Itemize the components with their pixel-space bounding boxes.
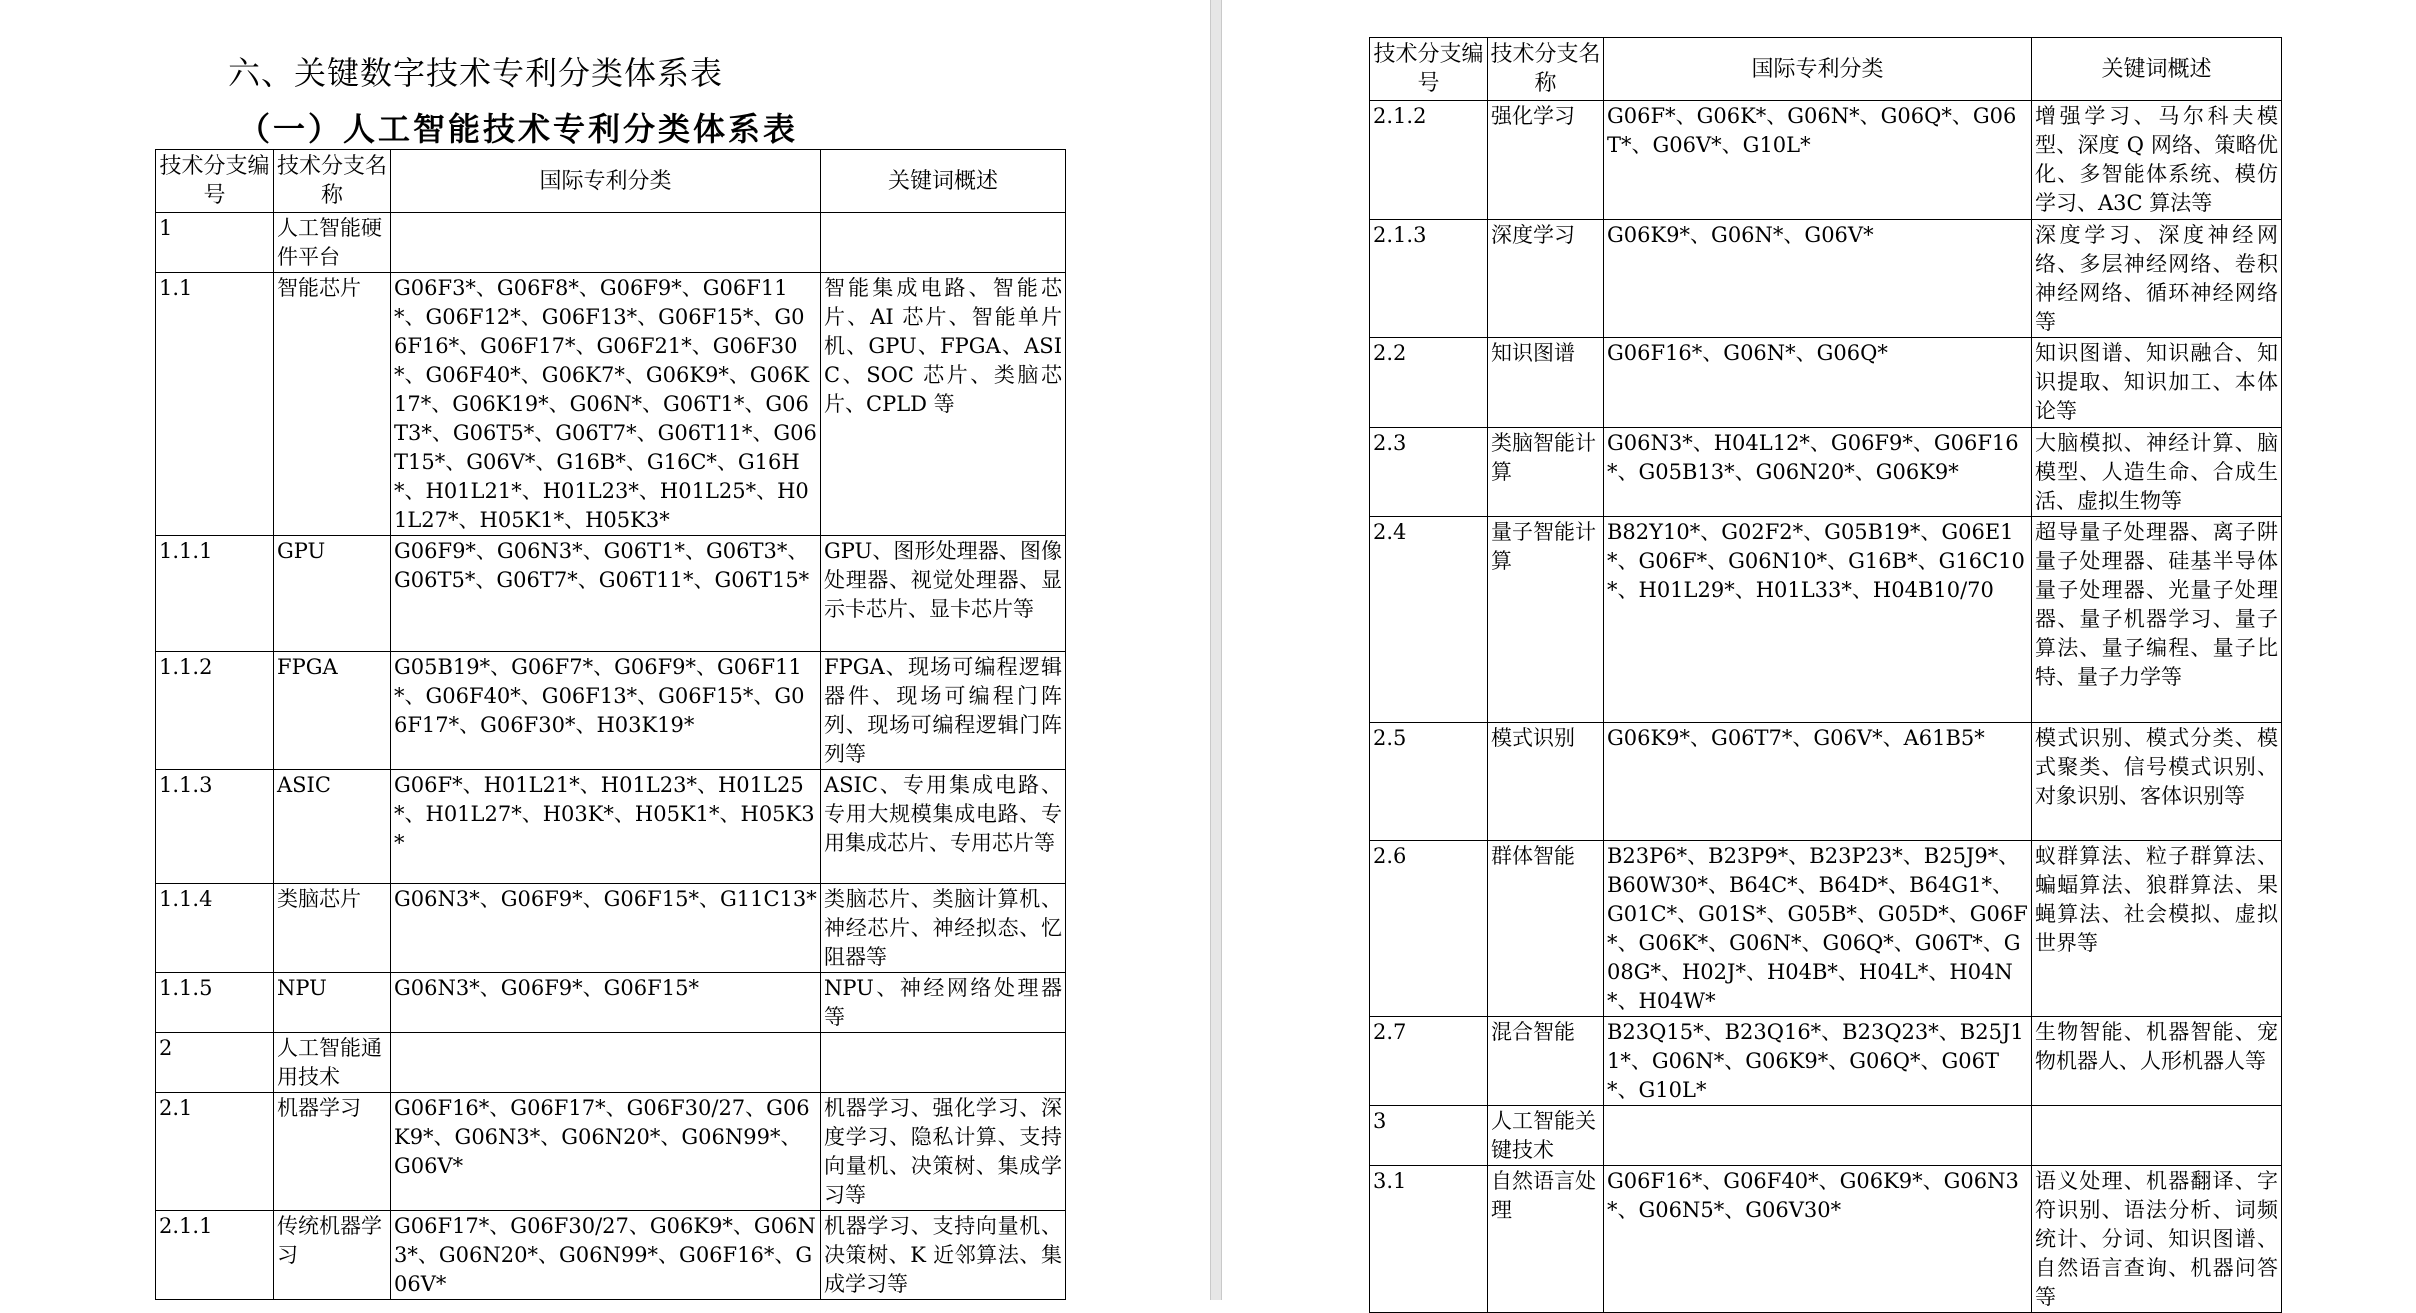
table-row <box>156 652 1066 770</box>
keywords <box>2032 1106 2282 1166</box>
header-branch-number: 技术分支编号 <box>156 150 274 213</box>
branch-number: 1 <box>156 213 274 273</box>
table-header <box>156 150 1066 213</box>
table-row <box>1370 220 2282 338</box>
branch-name: 混合智能 <box>1488 1017 1604 1106</box>
branch-name: 深度学习 <box>1488 220 1604 338</box>
table-row <box>156 1033 1066 1093</box>
header-ipc: 国际专利分类 <box>1604 38 2032 101</box>
header-keywords: 关键词概述 <box>2032 38 2282 101</box>
branch-number: 1.1.2 <box>156 652 274 770</box>
ipc-codes: G06F*、G06K*、G06N*、G06Q*、G06T*、G06V*、G10L* <box>1604 101 2032 220</box>
keywords: 生物智能、机器智能、宠物机器人、人形机器人等 <box>2032 1017 2282 1106</box>
ipc-codes: G06F16*、G06F40*、G06K9*、G06N3*、G06N5*、G06V30* <box>1604 1166 2032 1313</box>
branch-name: 类脑芯片 <box>274 884 391 973</box>
branch-name: GPU <box>274 536 391 652</box>
branch-number: 1.1.1 <box>156 536 274 652</box>
table-row <box>156 1211 1066 1300</box>
table-row <box>1370 723 2282 841</box>
branch-number: 2.5 <box>1370 723 1488 841</box>
branch-name: 人工智能关键技术 <box>1488 1106 1604 1166</box>
branch-number: 1.1.5 <box>156 973 274 1033</box>
ipc-codes: G06N3*、G06F9*、G06F15* <box>391 973 821 1033</box>
ipc-codes: G06N3*、G06F9*、G06F15*、G11C13* <box>391 884 821 973</box>
header-branch-name: 技术分支名称 <box>1488 38 1604 101</box>
document-page-left <box>0 0 1210 1300</box>
document-page-right <box>1222 0 2416 1309</box>
branch-number: 2.6 <box>1370 841 1488 1017</box>
branch-name: 模式识别 <box>1488 723 1604 841</box>
keywords: GPU、图形处理器、图像处理器、视觉处理器、显示卡芯片、显卡芯片等 <box>821 536 1066 652</box>
branch-number: 3.1 <box>1370 1166 1488 1313</box>
branch-number: 2.7 <box>1370 1017 1488 1106</box>
section-heading: 六、关键数字技术专利分类体系表 <box>228 54 724 92</box>
table-row <box>1370 338 2282 428</box>
branch-number: 1.1 <box>156 273 274 536</box>
keywords: 智能集成电路、智能芯片、AI 芯片、智能单片机、GPU、FPGA、ASIC、SOC 芯片、类脑芯片、CPLD 等 <box>821 273 1066 536</box>
table-row <box>156 1093 1066 1211</box>
branch-name: NPU <box>274 973 391 1033</box>
branch-number: 2.4 <box>1370 517 1488 723</box>
branch-number: 2.1.2 <box>1370 101 1488 220</box>
header-ipc: 国际专利分类 <box>391 150 821 213</box>
table-row <box>156 273 1066 536</box>
keywords <box>821 213 1066 273</box>
keywords: 深度学习、深度神经网络、多层神经网络、卷积神经网络、循环神经网络等 <box>2032 220 2282 338</box>
branch-number: 2.1.3 <box>1370 220 1488 338</box>
ipc-codes <box>1604 1106 2032 1166</box>
ipc-codes: G06F16*、G06F17*、G06F30/27、G06K9*、G06N3*、G06N20*、G06N99*、G06V* <box>391 1093 821 1211</box>
table-row <box>156 884 1066 973</box>
branch-number: 2 <box>156 1033 274 1093</box>
table-row <box>1370 1106 2282 1166</box>
ipc-codes: G05B19*、G06F7*、G06F9*、G06F11*、G06F40*、G06F13*、G06F15*、G06F17*、G06F30*、H03K19* <box>391 652 821 770</box>
table-row <box>156 213 1066 273</box>
branch-name: 知识图谱 <box>1488 338 1604 428</box>
header-keywords: 关键词概述 <box>821 150 1066 213</box>
keywords: 语义处理、机器翻译、字符识别、语法分析、词频统计、分词、知识图谱、自然语言查询、机器问答等 <box>2032 1166 2282 1313</box>
keywords: 大脑模拟、神经计算、脑模型、人造生命、合成生活、虚拟生物等 <box>2032 428 2282 517</box>
table-row <box>1370 1017 2282 1106</box>
patent-classification-table-left <box>155 149 1066 1300</box>
branch-number: 2.1 <box>156 1093 274 1211</box>
branch-number: 1.1.3 <box>156 770 274 884</box>
table-row <box>156 973 1066 1033</box>
table-title: （一）人工智能技术专利分类体系表 <box>238 110 799 148</box>
keywords: NPU、神经网络处理器等 <box>821 973 1066 1033</box>
branch-number: 1.1.4 <box>156 884 274 973</box>
ipc-codes: G06F*、H01L21*、H01L23*、H01L25*、H01L27*、H03K*、H05K1*、H05K3* <box>391 770 821 884</box>
table-header <box>1370 38 2282 101</box>
ipc-codes <box>391 213 821 273</box>
table-row <box>156 536 1066 652</box>
ipc-codes: G06F16*、G06N*、G06Q* <box>1604 338 2032 428</box>
patent-classification-table-right <box>1369 37 2282 1313</box>
branch-name: FPGA <box>274 652 391 770</box>
branch-name: 自然语言处理 <box>1488 1166 1604 1313</box>
branch-name: 强化学习 <box>1488 101 1604 220</box>
branch-number: 2.2 <box>1370 338 1488 428</box>
table-row <box>156 770 1066 884</box>
ipc-codes: G06N3*、H04L12*、G06F9*、G06F16*、G05B13*、G06N20*、G06K9* <box>1604 428 2032 517</box>
header-branch-number: 技术分支编号 <box>1370 38 1488 101</box>
page-gutter <box>1210 0 1222 1300</box>
ipc-codes: B23Q15*、B23Q16*、B23Q23*、B25J11*、G06N*、G06K9*、G06Q*、G06T*、G10L* <box>1604 1017 2032 1106</box>
branch-name: 传统机器学习 <box>274 1211 391 1300</box>
branch-number: 2.1.1 <box>156 1211 274 1300</box>
ipc-codes: G06F17*、G06F30/27、G06K9*、G06N3*、G06N20*、G06N99*、G06F16*、G06V* <box>391 1211 821 1300</box>
ipc-codes: B23P6*、B23P9*、B23P23*、B25J9*、B60W30*、B64C*、B64D*、B64G1*、G01C*、G01S*、G05B*、G05D*、G06F*、G06K*、G06N*、G06Q*、G06T*、G08G*、H02J*、H04B*、H04L*、H04N*、H04W* <box>1604 841 2032 1017</box>
branch-name: 智能芯片 <box>274 273 391 536</box>
ipc-codes: G06F3*、G06F8*、G06F9*、G06F11*、G06F12*、G06F13*、G06F15*、G06F16*、G06F17*、G06F21*、G06F30*、G06F40*、G06K7*、G06K9*、G06K17*、G06K19*、G06N*、G06T1*、G06T3*、G06T5*、G06T7*、G06T11*、G06T15*、G06V*、G16B*、G16C*、G16H*、H01L21*、H01L23*、H01L25*、H01L27*、H05K1*、H05K3* <box>391 273 821 536</box>
table-row <box>1370 1166 2282 1313</box>
keywords: FPGA、现场可编程逻辑器件、现场可编程门阵列、现场可编程逻辑门阵列等 <box>821 652 1066 770</box>
keywords: 机器学习、强化学习、深度学习、隐私计算、支持向量机、决策树、集成学习等 <box>821 1093 1066 1211</box>
table-row <box>1370 841 2282 1017</box>
table-row <box>1370 101 2282 220</box>
branch-name: 量子智能计算 <box>1488 517 1604 723</box>
keywords: 类脑芯片、类脑计算机、神经芯片、神经拟态、忆阻器等 <box>821 884 1066 973</box>
branch-number: 3 <box>1370 1106 1488 1166</box>
keywords: 知识图谱、知识融合、知识提取、知识加工、本体论等 <box>2032 338 2282 428</box>
keywords: 蚁群算法、粒子群算法、蝙蝠算法、狼群算法、果蝇算法、社会模拟、虚拟世界等 <box>2032 841 2282 1017</box>
branch-name: 类脑智能计算 <box>1488 428 1604 517</box>
branch-number: 2.3 <box>1370 428 1488 517</box>
branch-name: 人工智能硬件平台 <box>274 213 391 273</box>
branch-name: 机器学习 <box>274 1093 391 1211</box>
branch-name: 群体智能 <box>1488 841 1604 1017</box>
table-row <box>1370 517 2282 723</box>
header-branch-name: 技术分支名称 <box>274 150 391 213</box>
keywords: 机器学习、支持向量机、决策树、K 近邻算法、集成学习等 <box>821 1211 1066 1300</box>
ipc-codes <box>391 1033 821 1093</box>
keywords: 增强学习、马尔科夫模型、深度 Q 网络、策略优化、多智能体系统、模仿学习、A3C 算法等 <box>2032 101 2282 220</box>
ipc-codes: B82Y10*、G02F2*、G05B19*、G06E1*、G06F*、G06N10*、G16B*、G16C10*、H01L29*、H01L33*、H04B10/70 <box>1604 517 2032 723</box>
ipc-codes: G06K9*、G06N*、G06V* <box>1604 220 2032 338</box>
keywords <box>821 1033 1066 1093</box>
branch-name: 人工智能通用技术 <box>274 1033 391 1093</box>
branch-name: ASIC <box>274 770 391 884</box>
keywords: 模式识别、模式分类、模式聚类、信号模式识别、对象识别、客体识别等 <box>2032 723 2282 841</box>
table-row <box>1370 428 2282 517</box>
keywords: 超导量子处理器、离子阱量子处理器、硅基半导体量子处理器、光量子处理器、量子机器学习、量子算法、量子编程、量子比特、量子力学等 <box>2032 517 2282 723</box>
ipc-codes: G06F9*、G06N3*、G06T1*、G06T3*、G06T5*、G06T7*、G06T11*、G06T15* <box>391 536 821 652</box>
ipc-codes: G06K9*、G06T7*、G06V*、A61B5* <box>1604 723 2032 841</box>
keywords: ASIC、专用集成电路、专用大规模集成电路、专用集成芯片、专用芯片等 <box>821 770 1066 884</box>
